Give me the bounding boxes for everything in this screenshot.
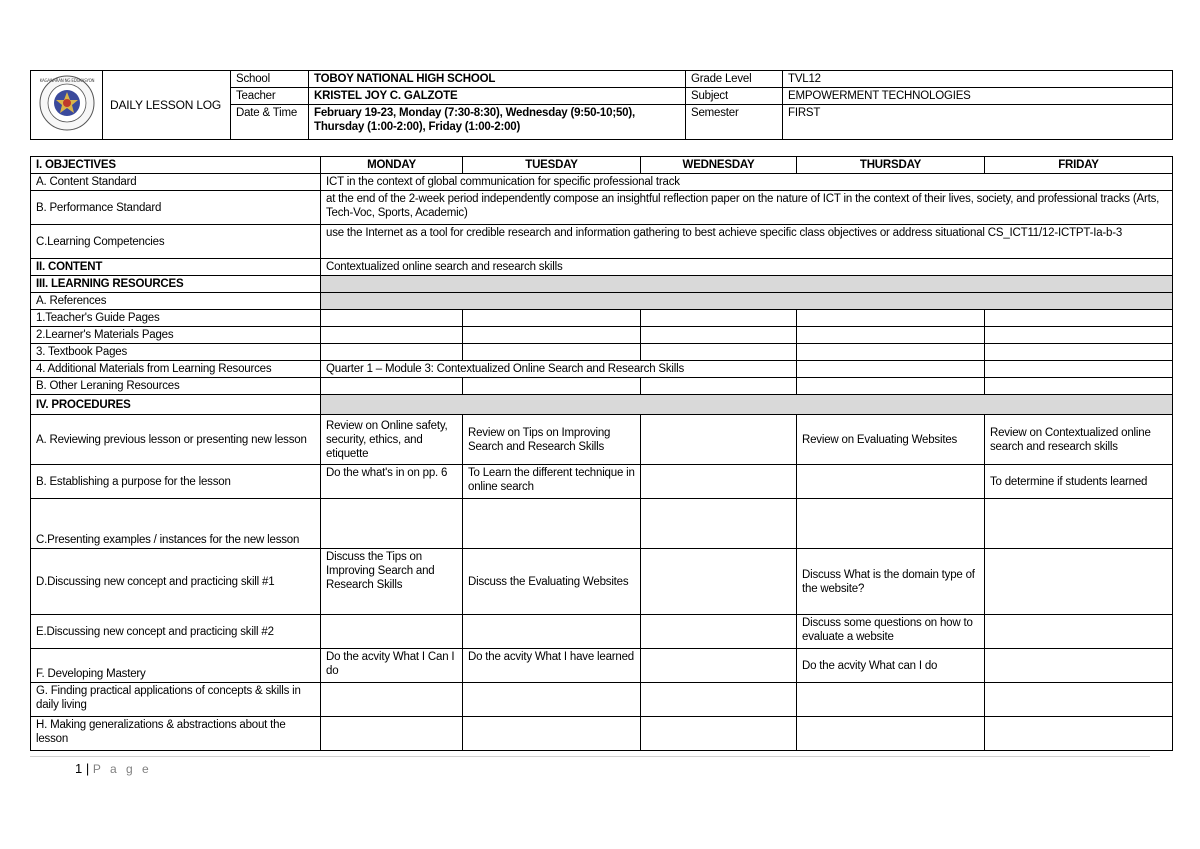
mastery-thursday: Do the acvity What can I do [797, 649, 985, 683]
cell [797, 310, 985, 327]
learning-resources-label: III. LEARNING RESOURCES [31, 276, 321, 293]
content-standard-value: ICT in the context of global communication for specific professional track [321, 174, 1173, 191]
cell [985, 615, 1173, 649]
logo-cell [31, 71, 103, 140]
teacher-label: Teacher [231, 88, 309, 105]
discussing1-friday [985, 549, 1173, 615]
content-value: Contextualized online search and research skills [321, 259, 1173, 276]
cell [321, 378, 463, 395]
discussing1-label: D.Discussing new concept and practicing skill #1 [31, 549, 321, 615]
table-row [31, 361, 1173, 378]
table-row [31, 465, 1173, 499]
cell [641, 615, 797, 649]
grade-level-value: TVL12 [783, 71, 1173, 88]
cell [797, 361, 985, 378]
table-row [31, 378, 1173, 395]
content-label: II. CONTENT [31, 259, 321, 276]
cell [321, 499, 463, 549]
generalizations-label: H. Making generalizations & abstractions about the lesson [31, 717, 321, 751]
semester-label: Semester [686, 105, 783, 140]
purpose-wednesday [641, 465, 797, 499]
cell [985, 327, 1173, 344]
discussing1-thursday: Discuss What is the domain type of the website? [797, 549, 985, 615]
page-word: P a g e [92, 762, 152, 776]
datetime-label: Date & Time [231, 105, 309, 140]
mastery-wednesday [641, 649, 797, 683]
cell [797, 327, 985, 344]
lesson-log-table [30, 156, 1173, 751]
presenting-label: C.Presenting examples / instances for the new lesson [31, 499, 321, 549]
school-value: TOBOY NATIONAL HIGH SCHOOL [309, 71, 686, 88]
purpose-monday: Do the what's in on pp. 6 [321, 465, 463, 499]
subject-value: EMPOWERMENT TECHNOLOGIES [783, 88, 1173, 105]
other-resources-label: B. Other Leraning Resources [31, 378, 321, 395]
cell [985, 499, 1173, 549]
svg-text:KAGAWARAN NG EDUKASYON: KAGAWARAN NG EDUKASYON [39, 78, 94, 83]
thursday-header: THURSDAY [797, 157, 985, 174]
discussing2-thursday: Discuss some questions on how to evaluate a website [797, 615, 985, 649]
cell [321, 344, 463, 361]
page-footer [75, 761, 152, 776]
reviewing-tuesday: Review on Tips on Improving Search and Research Skills [463, 415, 641, 465]
header-table [30, 70, 1173, 140]
table-row [31, 157, 1173, 174]
teacher-value: KRISTEL JOY C. GALZOTE [309, 88, 686, 105]
table-row [31, 259, 1173, 276]
procedures-shaded [321, 395, 1173, 415]
references-label: A. References [31, 293, 321, 310]
mastery-friday [985, 649, 1173, 683]
purpose-thursday [797, 465, 985, 499]
performance-standard-label: B. Performance Standard [31, 191, 321, 225]
table-row [31, 293, 1173, 310]
reviewing-label: A. Reviewing previous lesson or presenting new lesson [31, 415, 321, 465]
table-row [31, 276, 1173, 293]
cell [463, 310, 641, 327]
table-row [31, 310, 1173, 327]
reviewing-monday: Review on Online safety, security, ethics, and etiquette [321, 415, 463, 465]
cell [463, 327, 641, 344]
table-row [31, 395, 1173, 415]
cell [463, 683, 641, 717]
cell [463, 717, 641, 751]
cell [641, 717, 797, 751]
cell [985, 344, 1173, 361]
semester-value: FIRST [783, 105, 1173, 140]
additional-materials-value: Quarter 1 – Module 3: Contextualized Online Search and Research Skills [321, 361, 797, 378]
cell [321, 310, 463, 327]
deped-seal-icon [37, 73, 97, 133]
cell [797, 717, 985, 751]
school-label: School [231, 71, 309, 88]
table-row [31, 191, 1173, 225]
cell [641, 344, 797, 361]
table-row [31, 649, 1173, 683]
cell [985, 378, 1173, 395]
references-shaded [321, 293, 1173, 310]
cell [985, 361, 1173, 378]
table-row [31, 174, 1173, 191]
mastery-tuesday: Do the acvity What I have learned [463, 649, 641, 683]
cell [463, 378, 641, 395]
content-standard-label: A. Content Standard [31, 174, 321, 191]
learners-materials-label: 2.Learner's Materials Pages [31, 327, 321, 344]
cell [985, 717, 1173, 751]
grade-level-label: Grade Level [686, 71, 783, 88]
cell [321, 615, 463, 649]
textbook-label: 3. Textbook Pages [31, 344, 321, 361]
friday-header: FRIDAY [985, 157, 1173, 174]
table-row [31, 549, 1173, 615]
cell [985, 683, 1173, 717]
table-row [31, 225, 1173, 259]
cell [797, 683, 985, 717]
tuesday-header: TUESDAY [463, 157, 641, 174]
cell [641, 499, 797, 549]
datetime-value: February 19-23, Monday (7:30-8:30), Wednesday (9:50-10;50), Thursday (1:00-2:00), Friday (1:00-2:00) [309, 105, 686, 140]
mastery-monday: Do the acvity What I Can I do [321, 649, 463, 683]
reviewing-wednesday [641, 415, 797, 465]
table-row [31, 415, 1173, 465]
purpose-friday: To determine if students learned [985, 465, 1173, 499]
performance-standard-value: at the end of the 2-week period independently compose an insightful reflection paper on the nature of ICT in the context of their lives, society, and professional tracks (Arts, Tech-Voc, Sports, Academic) [321, 191, 1173, 225]
purpose-tuesday: To Learn the different technique in online search [463, 465, 641, 499]
procedures-label: IV. PROCEDURES [31, 395, 321, 415]
additional-materials-label: 4. Additional Materials from Learning Resources [31, 361, 321, 378]
cell [641, 327, 797, 344]
reviewing-friday: Review on Contextualized online search and research skills [985, 415, 1173, 465]
cell [641, 378, 797, 395]
page-separator: | [85, 761, 90, 776]
learning-competencies-label: C.Learning Competencies [31, 225, 321, 259]
cell [463, 344, 641, 361]
subject-label: Subject [686, 88, 783, 105]
table-row [31, 327, 1173, 344]
mastery-label: F. Developing Mastery [31, 649, 321, 683]
cell [641, 683, 797, 717]
discussing1-monday: Discuss the Tips on Improving Search and Research Skills [321, 549, 463, 615]
learning-resources-shaded [321, 276, 1173, 293]
daily-lesson-log-label: DAILY LESSON LOG [103, 71, 231, 140]
cell [321, 327, 463, 344]
objectives-header: I. OBJECTIVES [31, 157, 321, 174]
cell [321, 683, 463, 717]
applications-label: G. Finding practical applications of concepts & skills in daily living [31, 683, 321, 717]
wednesday-header: WEDNESDAY [641, 157, 797, 174]
cell [797, 499, 985, 549]
discussing1-wednesday [641, 549, 797, 615]
cell [797, 378, 985, 395]
cell [463, 499, 641, 549]
purpose-label: B. Establishing a purpose for the lesson [31, 465, 321, 499]
cell [985, 310, 1173, 327]
cell [463, 615, 641, 649]
discussing2-label: E.Discussing new concept and practicing skill #2 [31, 615, 321, 649]
table-row [31, 499, 1173, 549]
footer-divider [30, 756, 1150, 757]
table-row [31, 615, 1173, 649]
learning-competencies-value: use the Internet as a tool for credible research and information gathering to best achieve specific class objectives or address situational CS_ICT11/12-ICTPT-Ia-b-3 [321, 225, 1173, 259]
page-number: 1 [75, 761, 83, 776]
table-row [31, 683, 1173, 717]
cell [797, 344, 985, 361]
reviewing-thursday: Review on Evaluating Websites [797, 415, 985, 465]
table-row [31, 344, 1173, 361]
monday-header: MONDAY [321, 157, 463, 174]
cell [321, 717, 463, 751]
table-row [31, 717, 1173, 751]
discussing1-tuesday: Discuss the Evaluating Websites [463, 549, 641, 615]
teachers-guide-label: 1.Teacher's Guide Pages [31, 310, 321, 327]
cell [641, 310, 797, 327]
